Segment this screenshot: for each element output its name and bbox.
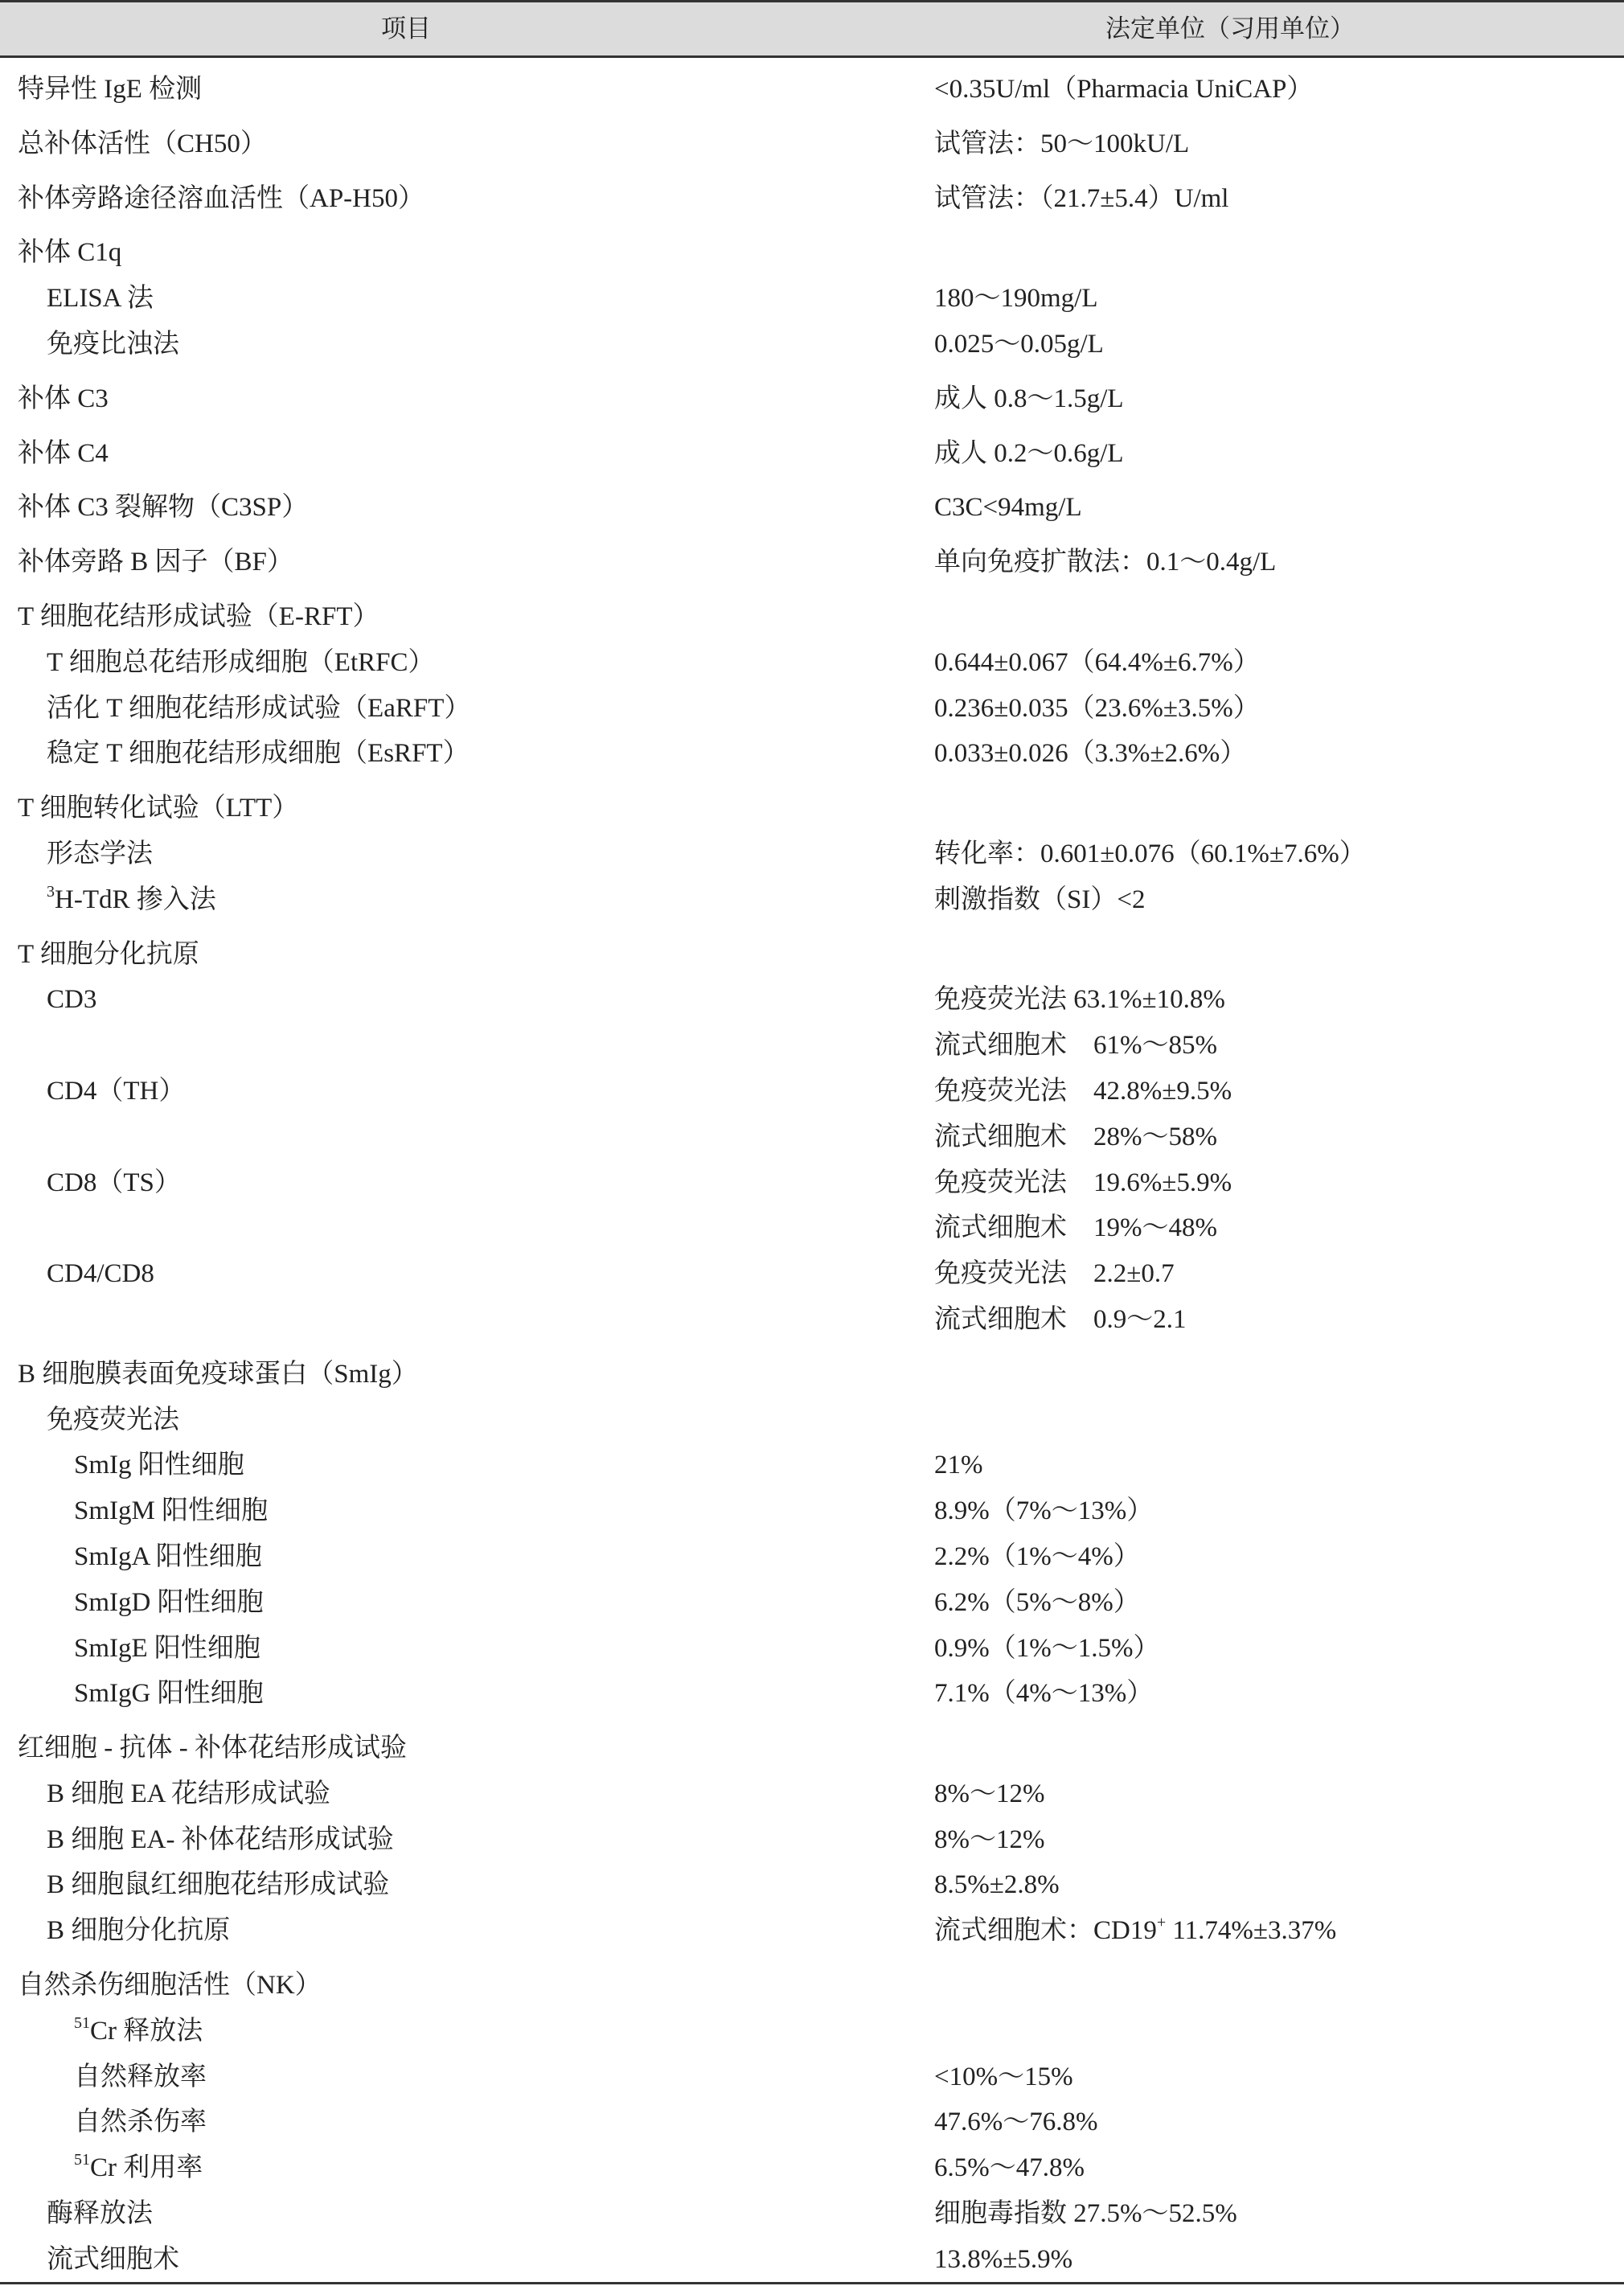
table-row — [0, 1908, 1624, 1954]
value-cell — [934, 1626, 1159, 1672]
table-row — [0, 1671, 1624, 1717]
item-cell — [47, 276, 154, 322]
item-cell — [47, 1069, 185, 1114]
value-cell — [934, 431, 1124, 477]
value-cell — [934, 1023, 1217, 1069]
value-text: 免疫荧光法 2.2±0.7 — [934, 1259, 1175, 1289]
item-label: SmIgG 阳性细胞 — [74, 1679, 264, 1709]
item-cell — [74, 2009, 203, 2054]
value-text: 流式细胞术 19%～48% — [934, 1213, 1217, 1243]
table-row — [0, 1023, 1624, 1069]
item-label: H-TdR 掺入法 — [55, 884, 216, 914]
value-cell — [934, 1671, 1153, 1717]
value-text: 47.6%～76.8% — [934, 2107, 1098, 2137]
table-row — [0, 923, 1624, 978]
item-cell — [74, 1626, 260, 1672]
item-cell — [74, 2099, 207, 2145]
item-label: 流式细胞术 — [47, 2244, 179, 2274]
value-cell — [934, 1771, 1044, 1817]
item-label: T 细胞总花结形成细胞（EtRFC） — [47, 647, 435, 677]
value-cell — [934, 731, 1246, 777]
value-text: <10%～15% — [934, 2062, 1073, 2091]
value-cell — [934, 877, 1145, 923]
item-cell — [18, 786, 298, 831]
value-text: 180～190mg/L — [934, 284, 1098, 314]
value-text: 免疫荧光法 63.1%±10.8% — [934, 985, 1225, 1015]
value-text: 流式细胞术 28%～58% — [934, 1122, 1217, 1151]
table-row — [0, 2099, 1624, 2145]
table-row — [0, 1862, 1624, 1908]
item-cell — [47, 1251, 154, 1297]
item-label: 补体旁路 B 因子（BF） — [18, 548, 293, 577]
item-cell — [47, 640, 435, 686]
item-label: B 细胞膜表面免疫球蛋白（SmIg） — [18, 1359, 418, 1389]
item-label: T 细胞分化抗原 — [18, 939, 199, 969]
value-text: 8%～12% — [934, 1824, 1045, 1854]
item-label: SmIgM 阳性细胞 — [74, 1496, 269, 1526]
table-row — [0, 1626, 1624, 1672]
item-cell — [74, 1488, 268, 1534]
table-row — [0, 476, 1624, 531]
item-cell — [74, 2054, 207, 2100]
item-cell — [47, 322, 179, 367]
item-label: CD3 — [47, 985, 97, 1015]
value-cell — [934, 686, 1260, 732]
item-label: CD4/CD8 — [47, 1259, 154, 1289]
table-row — [0, 831, 1624, 877]
item-cell — [18, 932, 199, 978]
item-label: 免疫比浊法 — [47, 329, 179, 359]
value-cell — [934, 67, 1313, 113]
value-text: 6.5%～47.8% — [934, 2153, 1085, 2183]
item-label: 补体 C3 裂解物（C3SP） — [18, 493, 309, 523]
value-text: 0.033±0.026（3.3%±2.6%） — [934, 739, 1247, 769]
item-cell — [74, 2145, 203, 2191]
table-row — [0, 422, 1624, 477]
item-label: 免疫荧光法 — [47, 1405, 179, 1434]
item-cell — [47, 831, 153, 877]
table-row — [0, 113, 1624, 167]
table-row — [0, 322, 1624, 367]
item-cell — [47, 1160, 181, 1206]
item-label: 特异性 IgE 检测 — [18, 75, 203, 104]
item-label: T 细胞花结形成试验（E-RFT） — [18, 601, 379, 631]
value-text-suffix: 11.74%±3.37% — [1166, 1916, 1337, 1946]
superscript: 51 — [74, 2013, 90, 2032]
value-cell — [934, 1069, 1232, 1114]
table-row — [0, 2009, 1624, 2054]
value-cell — [934, 1114, 1217, 1160]
value-text: 21% — [934, 1451, 983, 1480]
item-cell — [47, 2237, 179, 2283]
superscript: 3 — [47, 882, 55, 901]
item-label: B 细胞 EA- 补体花结形成试验 — [47, 1824, 394, 1854]
table-header — [0, 0, 1624, 58]
item-cell — [47, 1771, 330, 1817]
value-text: 流式细胞术 0.9～2.1 — [934, 1304, 1187, 1334]
value-text: 流式细胞术：CD19 — [934, 1916, 1157, 1946]
value-text: 8.5%±2.8% — [934, 1870, 1060, 1900]
table-row — [0, 777, 1624, 831]
value-cell — [934, 1534, 1140, 1580]
item-label: 补体 C3 — [18, 384, 109, 413]
value-cell — [934, 1160, 1232, 1206]
item-cell — [74, 1534, 262, 1580]
item-cell — [47, 1817, 394, 1863]
table-row — [0, 167, 1624, 222]
item-label: B 细胞 EA 花结形成试验 — [47, 1779, 330, 1808]
value-text: 成人 0.8～1.5g/L — [934, 384, 1124, 413]
item-cell — [18, 431, 109, 477]
table-row — [0, 1205, 1624, 1251]
value-text: 单向免疫扩散法：0.1～0.4g/L — [934, 548, 1277, 577]
value-cell — [934, 540, 1276, 585]
table-row — [0, 1443, 1624, 1488]
value-cell — [934, 2191, 1237, 2237]
value-text: 13.8%±5.9% — [934, 2244, 1073, 2274]
item-label: ELISA 法 — [47, 284, 154, 314]
item-cell — [18, 230, 121, 276]
value-cell — [934, 1580, 1140, 1626]
table-row — [0, 531, 1624, 585]
value-cell — [934, 1297, 1187, 1343]
item-label: SmIg 阳性细胞 — [74, 1451, 244, 1480]
item-cell — [47, 977, 96, 1023]
value-cell — [934, 121, 1189, 167]
table-row — [0, 1954, 1624, 2009]
item-cell — [18, 1726, 407, 1771]
table-row — [0, 1771, 1624, 1817]
item-label: 补体 C1q — [18, 238, 122, 268]
table-row — [0, 2054, 1624, 2100]
table-row — [0, 1251, 1624, 1297]
table-row — [0, 58, 1624, 113]
item-label: Cr 利用率 — [90, 2153, 203, 2183]
item-cell — [47, 1908, 230, 1954]
table-row — [0, 1160, 1624, 1206]
item-label: T 细胞转化试验（LTT） — [18, 794, 299, 823]
value-cell — [934, 176, 1228, 222]
value-text: 0.236±0.035（23.6%±3.5%） — [934, 693, 1260, 723]
item-label: 补体旁路途径溶血活性（AP-H50） — [18, 183, 425, 213]
item-label: 稳定 T 细胞花结形成细胞（EsRFT） — [47, 739, 470, 769]
table-row — [0, 1534, 1624, 1580]
value-text: 2.2%（1%～4%） — [934, 1541, 1140, 1571]
value-cell — [934, 831, 1366, 877]
item-label: 自然释放率 — [74, 2062, 207, 2091]
table-row — [0, 1069, 1624, 1114]
value-cell — [934, 2145, 1085, 2191]
value-cell — [934, 640, 1260, 686]
table-row — [0, 367, 1624, 422]
table-row — [0, 1343, 1624, 1397]
item-cell — [18, 376, 109, 422]
item-label: SmIgD 阳性细胞 — [74, 1587, 264, 1617]
value-text: C3C<94mg/L — [934, 493, 1082, 523]
value-text: 转化率：0.601±0.076（60.1%±7.6%） — [934, 839, 1366, 868]
table-row — [0, 1397, 1624, 1443]
item-cell — [47, 1862, 389, 1908]
item-cell — [18, 1963, 322, 2009]
table-row — [0, 1488, 1624, 1534]
table-row — [0, 2237, 1624, 2283]
item-cell — [74, 1580, 264, 1626]
item-label: 活化 T 细胞花结形成试验（EaRFT） — [47, 693, 471, 723]
value-cell — [934, 2099, 1097, 2145]
value-text: 7.1%（4%～13%） — [934, 1679, 1154, 1709]
table-row — [0, 686, 1624, 732]
item-label: SmIgA 阳性细胞 — [74, 1541, 262, 1571]
item-cell — [47, 2191, 153, 2237]
value-cell — [934, 376, 1124, 422]
value-cell — [934, 2054, 1073, 2100]
value-cell — [934, 1817, 1044, 1863]
item-label: B 细胞分化抗原 — [47, 1916, 231, 1946]
item-label: 红细胞 - 抗体 - 补体花结形成试验 — [18, 1734, 407, 1763]
value-cell — [934, 1443, 983, 1488]
table-row — [0, 2145, 1624, 2191]
item-cell — [74, 1443, 244, 1488]
value-cell — [934, 276, 1098, 322]
item-cell — [18, 67, 202, 113]
value-text: 免疫荧光法 19.6%±5.9% — [934, 1168, 1232, 1197]
header-unit: 法定单位（习用单位） — [1105, 14, 1355, 43]
table-row — [0, 1297, 1624, 1343]
item-label: B 细胞鼠红细胞花结形成试验 — [47, 1870, 390, 1900]
value-cell — [934, 1488, 1153, 1534]
table-row — [0, 877, 1624, 923]
value-cell — [934, 1251, 1175, 1297]
item-cell — [18, 121, 267, 167]
value-text: 成人 0.2～0.6g/L — [934, 438, 1124, 468]
item-cell — [47, 1397, 179, 1443]
superscript: 51 — [74, 2151, 90, 2169]
item-label: Cr 释放法 — [90, 2016, 203, 2046]
value-text: 试管法：50～100kU/L — [934, 129, 1190, 158]
header-item: 项目 — [381, 14, 431, 43]
value-cell — [934, 1908, 1336, 1954]
item-cell — [18, 1352, 418, 1397]
item-cell — [18, 594, 379, 640]
value-cell — [934, 1205, 1217, 1251]
item-label: 总补体活性（CH50） — [18, 129, 267, 158]
value-text: 8.9%（7%～13%） — [934, 1496, 1154, 1526]
value-text: 8%～12% — [934, 1779, 1045, 1808]
table-body — [0, 58, 1624, 2283]
item-cell — [18, 485, 308, 531]
table-row — [0, 1114, 1624, 1160]
table-row — [0, 640, 1624, 686]
table-row — [0, 585, 1624, 640]
value-text: 6.2%（5%～8%） — [934, 1587, 1140, 1617]
item-label: 自然杀伤率 — [74, 2107, 207, 2137]
value-text: 免疫荧光法 42.8%±9.5% — [934, 1076, 1232, 1106]
value-cell — [934, 977, 1225, 1023]
item-label: CD4（TH） — [47, 1076, 186, 1106]
item-cell — [74, 1671, 264, 1717]
value-cell — [934, 2237, 1072, 2283]
value-text: 刺激指数（SI）<2 — [934, 884, 1146, 914]
item-cell — [18, 176, 424, 222]
item-label: 补体 C4 — [18, 438, 109, 468]
item-label: 形态学法 — [47, 839, 153, 868]
table-row — [0, 977, 1624, 1023]
item-label: 自然杀伤细胞活性（NK） — [18, 1971, 322, 2001]
value-text: 0.644±0.067（64.4%±6.7%） — [934, 647, 1260, 677]
table-row — [0, 1717, 1624, 1771]
item-label: CD8（TS） — [47, 1168, 181, 1197]
item-cell — [18, 540, 293, 585]
item-label: 酶释放法 — [47, 2199, 153, 2229]
table-row — [0, 731, 1624, 777]
value-text: <0.35U/ml（Pharmacia UniCAP） — [934, 75, 1314, 104]
value-cell — [934, 1862, 1060, 1908]
value-text: 流式细胞术 61%～85% — [934, 1031, 1217, 1061]
value-text: 0.9%（1%～1.5%） — [934, 1633, 1160, 1663]
item-label: SmIgE 阳性细胞 — [74, 1633, 260, 1663]
value-text: 细胞毒指数 27.5%～52.5% — [934, 2199, 1237, 2229]
superscript: + — [1156, 1914, 1167, 1932]
table-row — [0, 2191, 1624, 2237]
table-row — [0, 276, 1624, 322]
item-cell — [47, 686, 470, 732]
table-row — [0, 221, 1624, 276]
value-cell — [934, 322, 1104, 367]
table-row — [0, 1580, 1624, 1626]
bottom-rule — [0, 2282, 1624, 2284]
item-cell — [47, 731, 470, 777]
item-cell — [47, 877, 216, 923]
value-text: 试管法：（21.7±5.4）U/ml — [934, 183, 1229, 213]
value-text: 0.025～0.05g/L — [934, 329, 1104, 359]
value-cell — [934, 485, 1082, 531]
table-row — [0, 1817, 1624, 1863]
